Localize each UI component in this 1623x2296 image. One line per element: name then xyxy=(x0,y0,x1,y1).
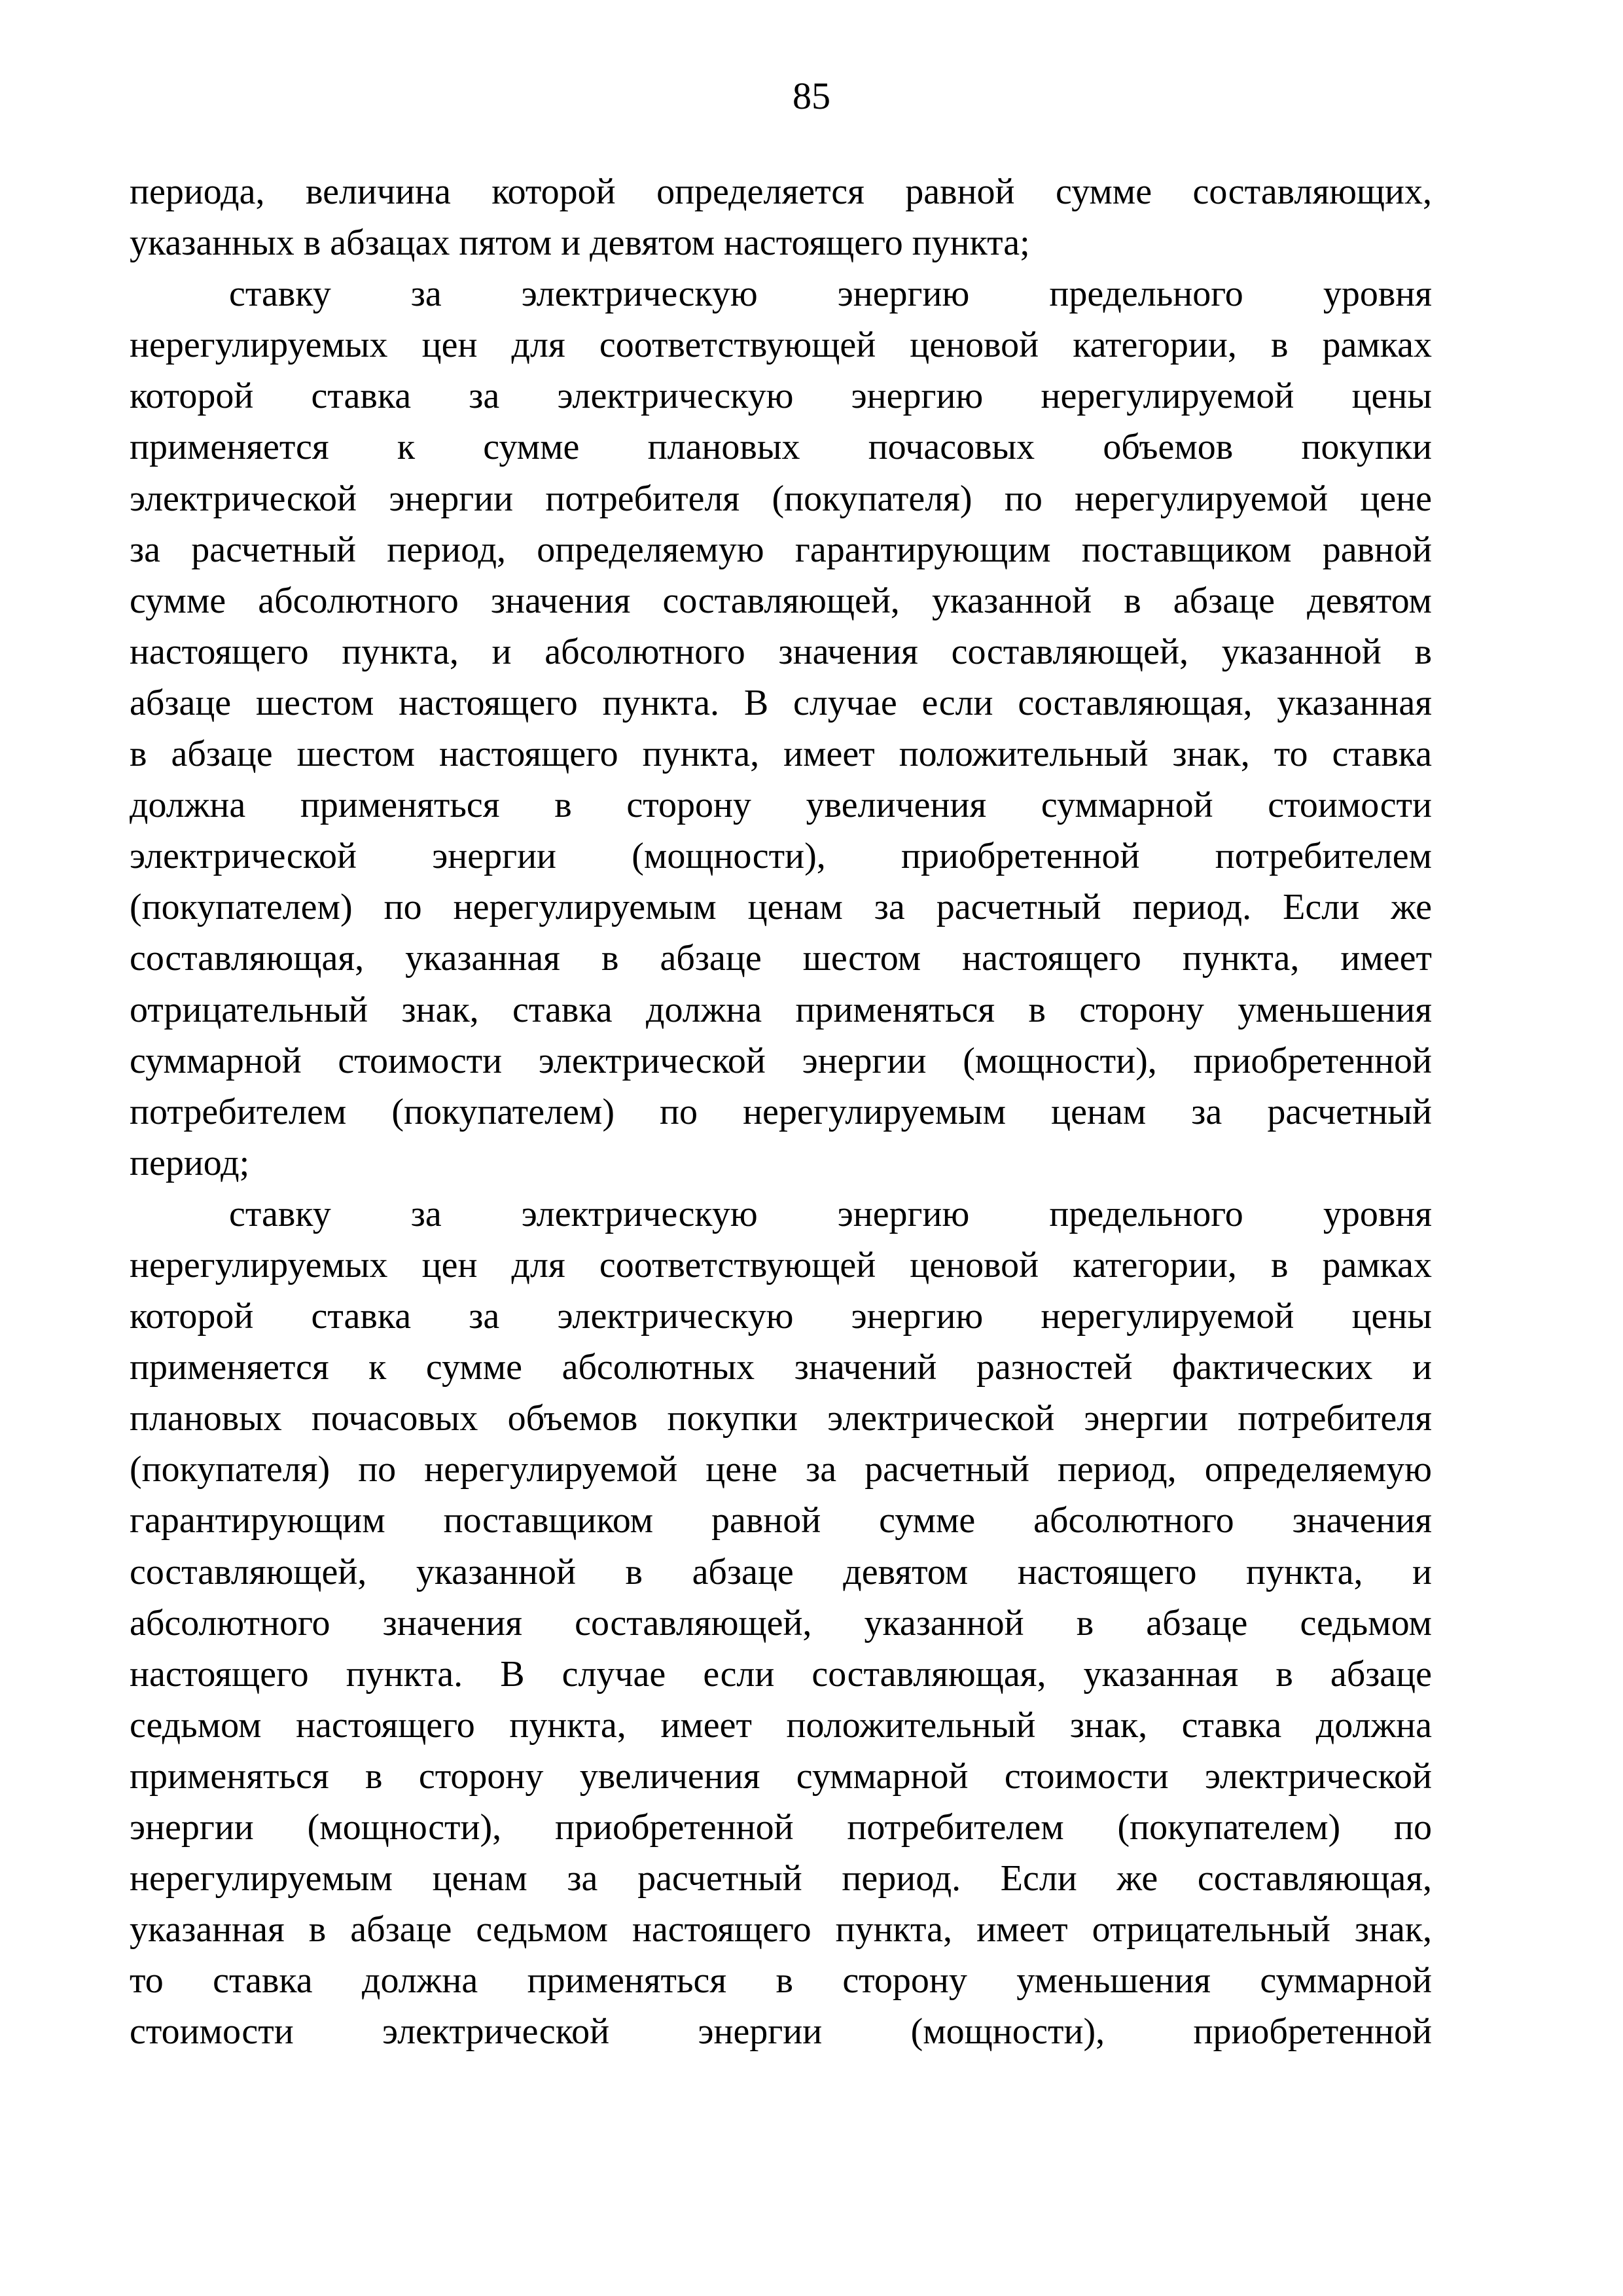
text-line: составляющей, указанной в абзаце девятом настоящего пункта, и xyxy=(130,1551,1432,1592)
text-line: (покупателем) по нерегулируемым ценам за расчетный период. Если же xyxy=(130,887,1432,928)
text-line: плановых почасовых объемов покупки электрической энергии потребителя xyxy=(130,1398,1432,1439)
text-line: нерегулируемых цен для соответствующей ценовой категории, в рамках xyxy=(130,1244,1432,1285)
text-line: суммарной стоимости электрической энергии (мощности), приобретенной xyxy=(130,1040,1432,1081)
text-line: ставку за электрическую энергию предельного уровня xyxy=(229,274,1432,315)
text-line: электрической энергии (мощности), приобретенной потребителем xyxy=(130,836,1432,877)
text-line: за расчетный период, определяемую гарантирующим поставщиком равной xyxy=(130,529,1432,570)
text-line: ставку за электрическую энергию предельного уровня xyxy=(229,1193,1432,1234)
text-line: энергии (мощности), приобретенной потребителем (покупателем) по xyxy=(130,1807,1432,1848)
text-line: (покупателя) по нерегулируемой цене за расчетный период, определяемую xyxy=(130,1449,1432,1490)
text-line: настоящего пункта. В случае если составляющая, указанная в абзаце xyxy=(130,1653,1432,1695)
text-line: периода, величина которой определяется равной сумме составляющих, xyxy=(130,171,1432,212)
paragraph xyxy=(130,268,1432,1189)
text-line: нерегулируемым ценам за расчетный период. Если же составляющая, xyxy=(130,1858,1432,1899)
text-line: должна применяться в сторону увеличения суммарной стоимости xyxy=(130,785,1432,826)
text-line: применяется к сумме плановых почасовых объемов покупки xyxy=(130,427,1432,468)
text-line: отрицательный знак, ставка должна применяться в сторону уменьшения xyxy=(130,989,1432,1030)
text-line: которой ставка за электрическую энергию нерегулируемой цены xyxy=(130,1296,1432,1337)
text-line: потребителем (покупателем) по нерегулируемым ценам за расчетный xyxy=(130,1091,1432,1132)
text-line: настоящего пункта, и абсолютного значения составляющей, указанной в xyxy=(130,631,1432,672)
text-line: указанных в абзацах пятом и девятом настоящего пункта; xyxy=(130,223,1030,264)
text-line: абсолютного значения составляющей, указанной в абзаце седьмом xyxy=(130,1602,1432,1643)
text-line: указанная в абзаце седьмом настоящего пункта, имеет отрицательный знак, xyxy=(130,1909,1432,1950)
text-line: стоимости электрической энергии (мощности), приобретенной xyxy=(130,2011,1432,2053)
text-line: гарантирующим поставщиком равной сумме абсолютного значения xyxy=(130,1500,1432,1541)
text-line: составляющая, указанная в абзаце шестом настоящего пункта, имеет xyxy=(130,938,1432,979)
text-line: применяться в сторону увеличения суммарной стоимости электрической xyxy=(130,1755,1432,1797)
text-line: нерегулируемых цен для соответствующей ценовой категории, в рамках xyxy=(130,325,1432,366)
text-line: абзаце шестом настоящего пункта. В случае если составляющая, указанная xyxy=(130,682,1432,723)
text-line: то ставка должна применяться в сторону уменьшения суммарной xyxy=(130,1960,1432,2001)
page-number: 85 xyxy=(793,75,830,117)
document-body xyxy=(130,166,1432,2057)
text-line: сумме абсолютного значения составляющей, указанной в абзаце девятом xyxy=(130,580,1432,621)
paragraph xyxy=(130,1189,1432,2058)
text-line: применяется к сумме абсолютных значений разностей фактических и xyxy=(130,1347,1432,1388)
text-line: седьмом настоящего пункта, имеет положительный знак, ставка должна xyxy=(130,1704,1432,1746)
text-line: в абзаце шестом настоящего пункта, имеет положительный знак, то ставка xyxy=(130,734,1432,775)
text-line: которой ставка за электрическую энергию нерегулируемой цены xyxy=(130,376,1432,417)
paragraph xyxy=(130,166,1432,268)
text-line: электрической энергии потребителя (покупателя) по нерегулируемой цене xyxy=(130,478,1432,519)
text-line: период; xyxy=(130,1142,250,1183)
